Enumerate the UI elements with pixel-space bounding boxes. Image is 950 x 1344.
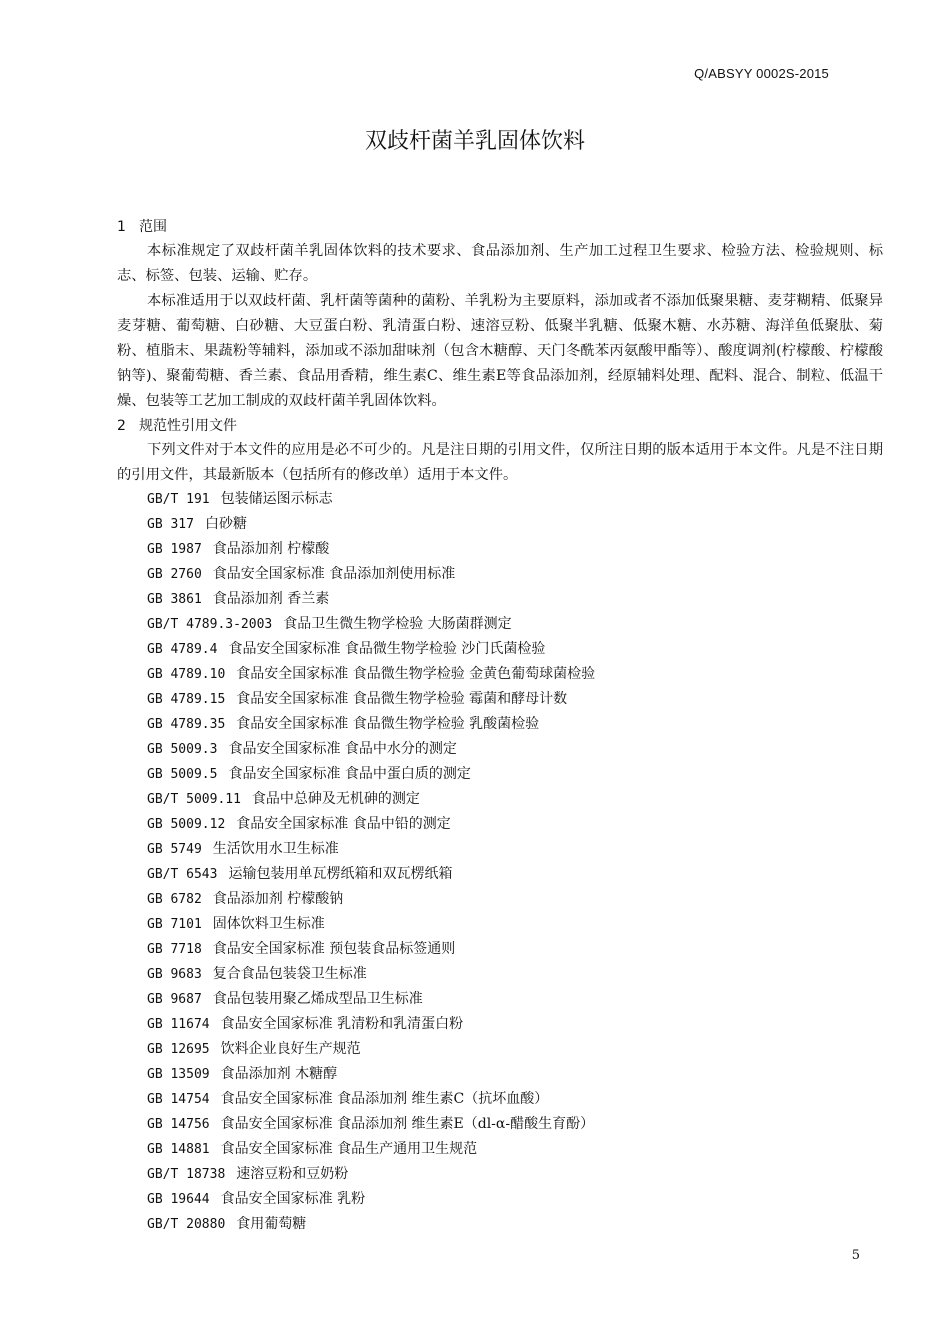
reference-item: [147, 1012, 595, 1037]
reference-item: [147, 812, 595, 837]
reference-item: [147, 587, 595, 612]
reference-item: [147, 1087, 595, 1112]
reference-item: [147, 687, 595, 712]
reference-item: [147, 1187, 595, 1212]
reference-title: 食品安全国家标准 食品中水分的测定: [228, 741, 457, 757]
reference-code: GB 4789.4: [147, 642, 218, 657]
reference-code: GB/T 20880: [147, 1217, 226, 1232]
reference-code: GB 12695: [147, 1042, 210, 1057]
reference-code: GB 14754: [147, 1092, 210, 1107]
reference-item: [147, 1137, 595, 1162]
reference-title: 速溶豆粉和豆奶粉: [236, 1166, 349, 1182]
reference-code: GB 7718: [147, 942, 202, 957]
reference-item: [147, 512, 595, 537]
reference-item: [147, 912, 595, 937]
reference-code: GB/T 6543: [147, 867, 218, 882]
reference-item: [147, 837, 595, 862]
reference-item: [147, 712, 595, 737]
reference-title: 食品安全国家标准 食品添加剂使用标准: [212, 566, 456, 582]
reference-title: 固体饮料卫生标准: [212, 916, 325, 932]
reference-item: [147, 662, 595, 687]
reference-code: GB 14881: [147, 1142, 210, 1157]
reference-code: GB/T 5009.11: [147, 792, 241, 807]
section-heading-scope: [117, 216, 167, 236]
scope-paragraph-1: 本标准规定了双歧杆菌羊乳固体饮料的技术要求、食品添加剂、生产加工过程卫生要求、检验方法、检验规则、标志、标签、包装、运输、贮存。: [117, 243, 883, 284]
reference-list: [147, 487, 595, 1237]
reference-title: 白砂糖: [204, 516, 247, 532]
reference-code: GB 2760: [147, 567, 202, 582]
reference-code: GB/T 18738: [147, 1167, 226, 1182]
section-heading-normative-references: [117, 415, 237, 435]
reference-code: GB 4789.35: [147, 717, 226, 732]
reference-code: GB 317: [147, 517, 194, 532]
reference-title: 食品安全国家标准 食品微生物学检验 沙门氏菌检验: [228, 641, 546, 657]
reference-item: [147, 937, 595, 962]
document-title: 双歧杆菌羊乳固体饮料: [364, 129, 585, 154]
page-number: 5: [851, 1248, 860, 1263]
reference-code: GB 4789.10: [147, 667, 226, 682]
reference-item: [147, 612, 595, 637]
reference-item: [147, 562, 595, 587]
reference-item: [147, 1212, 595, 1237]
reference-item: [147, 787, 595, 812]
reference-code: GB 11674: [147, 1017, 210, 1032]
reference-item: [147, 762, 595, 787]
reference-code: GB 9687: [147, 992, 202, 1007]
reference-code: GB 5009.12: [147, 817, 226, 832]
reference-title: 食品安全国家标准 乳粉: [220, 1191, 366, 1207]
reference-code: GB 5749: [147, 842, 202, 857]
reference-code: GB/T 4789.3-2003: [147, 617, 273, 632]
section-title: 范围: [139, 219, 167, 235]
reference-item: [147, 637, 595, 662]
reference-item: [147, 1062, 595, 1087]
reference-title: 食品安全国家标准 食品中铅的测定: [236, 816, 451, 832]
reference-title: 食品包装用聚乙烯成型品卫生标准: [212, 991, 423, 1007]
reference-title: 食品安全国家标准 食品添加剂 维生素C（抗坏血酸）: [220, 1091, 549, 1107]
reference-item: [147, 862, 595, 887]
reference-title: 食品安全国家标准 食品微生物学检验 霉菌和酵母计数: [236, 691, 568, 707]
reference-code: GB 3861: [147, 592, 202, 607]
reference-title: 食品添加剂 柠檬酸: [212, 541, 330, 557]
reference-code: GB 14756: [147, 1117, 210, 1132]
reference-title: 食品添加剂 木糖醇: [220, 1066, 338, 1082]
reference-item: [147, 1112, 595, 1137]
reference-title: 食品安全国家标准 食品添加剂 维生素E（dl-α-醋酸生育酚）: [220, 1116, 595, 1132]
reference-code: GB 6782: [147, 892, 202, 907]
references-intro: 下列文件对于本文件的应用是必不可少的。凡是注日期的引用文件，仅所注日期的版本适用于本文件。凡是不注日期的引用文件，其最新版本（包括所有的修改单）适用于本文件。: [117, 442, 883, 483]
reference-item: [147, 737, 595, 762]
reference-title: 复合食品包装袋卫生标准: [212, 966, 367, 982]
reference-item: [147, 1037, 595, 1062]
reference-title: 食品安全国家标准 食品中蛋白质的测定: [228, 766, 471, 782]
section-title: 规范性引用文件: [139, 418, 237, 434]
reference-code: GB 7101: [147, 917, 202, 932]
reference-title: 食品卫生微生物学检验 大肠菌群测定: [283, 616, 512, 632]
section-number: 2: [117, 418, 126, 434]
reference-title: 食品中总砷及无机砷的测定: [251, 791, 420, 807]
reference-item: [147, 1162, 595, 1187]
reference-title: 食品添加剂 香兰素: [212, 591, 330, 607]
reference-title: 食品添加剂 柠檬酸钠: [212, 891, 344, 907]
reference-code: GB/T 191: [147, 492, 210, 507]
reference-code: GB 13509: [147, 1067, 210, 1082]
section-number: 1: [117, 219, 126, 235]
reference-title: 饮料企业良好生产规范: [220, 1041, 361, 1057]
reference-code: GB 1987: [147, 542, 202, 557]
reference-title: 食品安全国家标准 食品微生物学检验 金黄色葡萄球菌检验: [236, 666, 596, 682]
reference-code: GB 5009.5: [147, 767, 218, 782]
reference-code: GB 4789.15: [147, 692, 226, 707]
reference-title: 食品安全国家标准 食品微生物学检验 乳酸菌检验: [236, 716, 540, 732]
standard-code: Q/ABSYY 0002S-2015: [694, 66, 829, 81]
reference-item: [147, 487, 595, 512]
reference-title: 食用葡萄糖: [236, 1216, 307, 1232]
reference-title: 食品安全国家标准 食品生产通用卫生规范: [220, 1141, 478, 1157]
reference-code: GB 5009.3: [147, 742, 218, 757]
reference-title: 食品安全国家标准 预包装食品标签通则: [212, 941, 456, 957]
reference-item: [147, 537, 595, 562]
reference-item: [147, 962, 595, 987]
reference-item: [147, 987, 595, 1012]
reference-title: 生活饮用水卫生标准: [212, 841, 339, 857]
reference-code: GB 9683: [147, 967, 202, 982]
reference-title: 包装储运图示标志: [220, 491, 333, 507]
reference-item: [147, 887, 595, 912]
reference-title: 运输包装用单瓦楞纸箱和双瓦楞纸箱: [228, 866, 453, 882]
reference-code: GB 19644: [147, 1192, 210, 1207]
reference-title: 食品安全国家标准 乳清粉和乳清蛋白粉: [220, 1016, 464, 1032]
scope-paragraph-2: 本标准适用于以双歧杆菌、乳杆菌等菌种的菌粉、羊乳粉为主要原料，添加或者不添加低聚果糖、麦芽糊精、低聚异麦芽糖、葡萄糖、白砂糖、大豆蛋白粉、乳清蛋白粉、速溶豆粉、低聚半乳糖、低聚木糖、水苏糖、海洋鱼低聚肽、菊粉、植脂末、果蔬粉等辅料，添加或不添加甜味剂（包含木糖醇、天门冬酰苯丙氨酸甲酯等）、酸度调剂(柠檬酸、柠檬酸钠等)、聚葡萄糖、香兰素、食品用香精，维生素C、维生素E等食品添加剂，经原辅料处理、配料、混合、制粒、低温干燥、包装等工艺加工制成的双歧杆菌羊乳固体饮料。: [117, 293, 883, 409]
